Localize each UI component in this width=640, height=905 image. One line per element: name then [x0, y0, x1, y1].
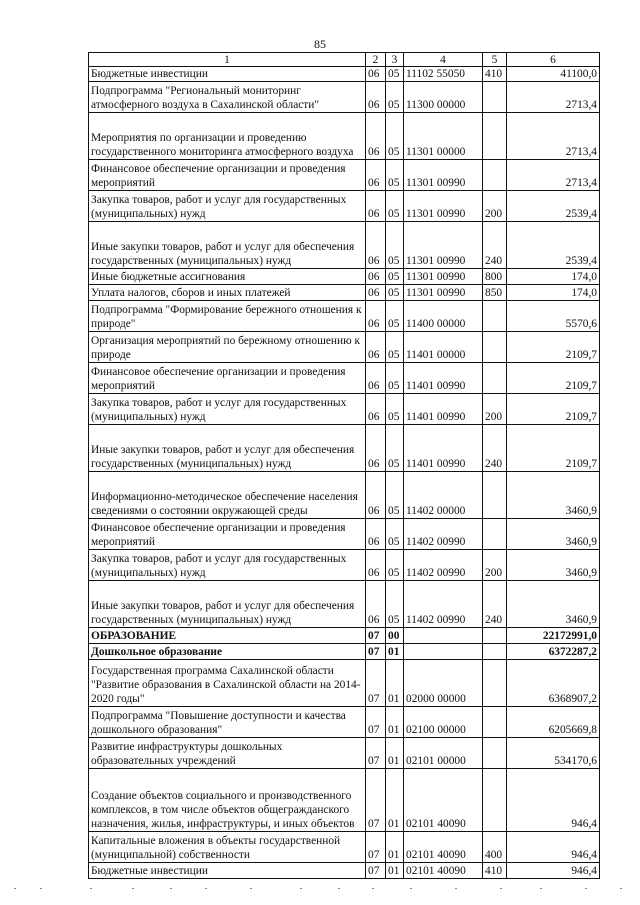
- row-target-code-cell: 11301 00990: [404, 222, 483, 269]
- row-section-cell: 07: [366, 832, 386, 863]
- row-amount-cell: 2713,4: [507, 160, 600, 191]
- row-target-code-cell: 11401 00990: [404, 394, 483, 425]
- row-name-cell: Мероприятия по организации и проведению государственного мониторинга атмосферного воздуха: [89, 113, 366, 160]
- row-name-cell: Развитие инфраструктуры дошкольных образовательных учреждений: [89, 738, 366, 769]
- row-expense-type-cell: [483, 472, 507, 519]
- row-amount-cell: 6372287,2: [507, 644, 600, 660]
- row-target-code-cell: 11401 00990: [404, 363, 483, 394]
- row-amount-cell: 3460,9: [507, 472, 600, 519]
- row-name-cell: Подпрограмма "Региональный мониторинг атмосферного воздуха в Сахалинской области": [89, 82, 366, 113]
- row-section-cell: 06: [366, 269, 386, 285]
- row-expense-type-cell: [483, 628, 507, 644]
- table-row: [89, 628, 600, 644]
- scan-dot: [90, 888, 92, 889]
- row-section-cell: 06: [366, 191, 386, 222]
- scan-dot: [300, 888, 302, 889]
- row-section-cell: 06: [366, 82, 386, 113]
- row-expense-type-cell: 240: [483, 222, 507, 269]
- row-amount-cell: 946,4: [507, 863, 600, 879]
- row-target-code-cell: 11402 00000: [404, 472, 483, 519]
- row-subsection-cell: 05: [386, 550, 404, 581]
- row-section-cell: 07: [366, 769, 386, 832]
- row-section-cell: 06: [366, 425, 386, 472]
- row-name-cell: Уплата налогов, сборов и иных платежей: [89, 285, 366, 301]
- row-name-cell: Бюджетные инвестиции: [89, 67, 366, 82]
- row-target-code-cell: 11301 00990: [404, 160, 483, 191]
- table-row: [89, 269, 600, 285]
- row-amount-cell: 174,0: [507, 285, 600, 301]
- row-expense-type-cell: [483, 82, 507, 113]
- row-target-code-cell: 11301 00000: [404, 113, 483, 160]
- scan-dot: [170, 888, 172, 889]
- table-row: [89, 285, 600, 301]
- table-row: [89, 738, 600, 769]
- row-target-code-cell: 11102 55050: [404, 67, 483, 82]
- row-target-code-cell: 02101 00000: [404, 738, 483, 769]
- table-row: [89, 769, 600, 832]
- row-section-cell: 07: [366, 628, 386, 644]
- row-name-cell: Подпрограмма "Формирование бережного отношения к природе": [89, 301, 366, 332]
- row-target-code-cell: 11402 00990: [404, 581, 483, 628]
- row-section-cell: 06: [366, 519, 386, 550]
- table-row: [89, 301, 600, 332]
- row-section-cell: 06: [366, 472, 386, 519]
- row-name-cell: Бюджетные инвестиции: [89, 863, 366, 879]
- table-row: [89, 113, 600, 160]
- header-cell: 5: [483, 53, 507, 67]
- row-expense-type-cell: 200: [483, 550, 507, 581]
- row-subsection-cell: 01: [386, 832, 404, 863]
- row-target-code-cell: 02100 00000: [404, 707, 483, 738]
- row-subsection-cell: 01: [386, 769, 404, 832]
- scan-dot: [455, 888, 457, 889]
- row-expense-type-cell: [483, 738, 507, 769]
- row-subsection-cell: 01: [386, 644, 404, 660]
- row-section-cell: 06: [366, 222, 386, 269]
- row-subsection-cell: 05: [386, 191, 404, 222]
- row-subsection-cell: 05: [386, 519, 404, 550]
- scan-artifact-dots: [0, 888, 640, 894]
- table-row: [89, 581, 600, 628]
- row-amount-cell: 946,4: [507, 832, 600, 863]
- row-expense-type-cell: [483, 301, 507, 332]
- row-amount-cell: 2539,4: [507, 191, 600, 222]
- row-expense-type-cell: 410: [483, 863, 507, 879]
- row-expense-type-cell: [483, 519, 507, 550]
- row-subsection-cell: 01: [386, 707, 404, 738]
- scan-dot: [40, 888, 42, 889]
- row-amount-cell: 2713,4: [507, 82, 600, 113]
- row-name-cell: Иные бюджетные ассигнования: [89, 269, 366, 285]
- row-expense-type-cell: [483, 769, 507, 832]
- scan-dot: [338, 888, 340, 889]
- row-expense-type-cell: 200: [483, 191, 507, 222]
- row-expense-type-cell: 410: [483, 67, 507, 82]
- scan-dot: [132, 888, 134, 889]
- scan-dot: [500, 888, 502, 889]
- scan-dot: [14, 888, 16, 889]
- scan-dot: [620, 888, 622, 889]
- row-subsection-cell: 00: [386, 628, 404, 644]
- row-name-cell: Иные закупки товаров, работ и услуг для обеспечения государственных (муниципальных) нужд: [89, 222, 366, 269]
- table-row: [89, 644, 600, 660]
- row-name-cell: Финансовое обеспечение организации и проведения мероприятий: [89, 363, 366, 394]
- row-subsection-cell: 01: [386, 738, 404, 769]
- row-subsection-cell: 05: [386, 222, 404, 269]
- table-row: [89, 425, 600, 472]
- row-section-cell: 06: [366, 394, 386, 425]
- row-name-cell: Капитальные вложения в объекты государственной (муниципальной) собственности: [89, 832, 366, 863]
- row-amount-cell: 6368907,2: [507, 660, 600, 707]
- row-target-code-cell: 11301 00990: [404, 285, 483, 301]
- table-row: [89, 363, 600, 394]
- row-name-cell: Дошкольное образование: [89, 644, 366, 660]
- page-number: 85: [314, 37, 326, 51]
- row-section-cell: 07: [366, 707, 386, 738]
- row-target-code-cell: 02101 40090: [404, 769, 483, 832]
- table-row: [89, 222, 600, 269]
- table-row: [89, 519, 600, 550]
- table-row: [89, 394, 600, 425]
- row-amount-cell: 3460,9: [507, 519, 600, 550]
- row-amount-cell: 22172991,0: [507, 628, 600, 644]
- row-subsection-cell: 05: [386, 269, 404, 285]
- row-name-cell: Подпрограмма "Повышение доступности и качества дошкольного образования": [89, 707, 366, 738]
- row-subsection-cell: 05: [386, 285, 404, 301]
- row-name-cell: Иные закупки товаров, работ и услуг для обеспечения государственных (муниципальных) нужд: [89, 425, 366, 472]
- row-amount-cell: 2109,7: [507, 363, 600, 394]
- row-name-cell: Иные закупки товаров, работ и услуг для обеспечения государственных (муниципальных) нужд: [89, 581, 366, 628]
- row-section-cell: 06: [366, 301, 386, 332]
- row-subsection-cell: 05: [386, 67, 404, 82]
- row-amount-cell: 5570,6: [507, 301, 600, 332]
- row-target-code-cell: 11402 00990: [404, 550, 483, 581]
- row-expense-type-cell: 200: [483, 394, 507, 425]
- row-amount-cell: 2539,4: [507, 222, 600, 269]
- row-section-cell: 06: [366, 67, 386, 82]
- row-name-cell: Создание объектов социального и производственного комплексов, в том числе объектов общегражданского назначения, жилья, инфраструктуры, и иных объектов: [89, 769, 366, 832]
- row-section-cell: 06: [366, 550, 386, 581]
- row-target-code-cell: 11401 00990: [404, 425, 483, 472]
- row-expense-type-cell: [483, 160, 507, 191]
- table-row: [89, 191, 600, 222]
- row-section-cell: 07: [366, 863, 386, 879]
- table-row: [89, 67, 600, 82]
- row-name-cell: Государственная программа Сахалинской области "Развитие образования в Сахалинской области на 2014-2020 годы": [89, 660, 366, 707]
- row-expense-type-cell: [483, 660, 507, 707]
- table-row: [89, 660, 600, 707]
- table-row: [89, 332, 600, 363]
- row-amount-cell: 2713,4: [507, 113, 600, 160]
- row-target-code-cell: 02101 40090: [404, 863, 483, 879]
- row-name-cell: Закупка товаров, работ и услуг для государственных (муниципальных) нужд: [89, 394, 366, 425]
- budget-table-body: [89, 53, 600, 879]
- row-target-code-cell: 11301 00990: [404, 191, 483, 222]
- row-expense-type-cell: [483, 644, 507, 660]
- row-name-cell: Организация мероприятий по бережному отношению к природе: [89, 332, 366, 363]
- row-expense-type-cell: 240: [483, 425, 507, 472]
- row-target-code-cell: 02101 40090: [404, 832, 483, 863]
- row-target-code-cell: [404, 628, 483, 644]
- row-name-cell: ОБРАЗОВАНИЕ: [89, 628, 366, 644]
- row-subsection-cell: 05: [386, 82, 404, 113]
- row-expense-type-cell: 240: [483, 581, 507, 628]
- row-section-cell: 06: [366, 363, 386, 394]
- row-subsection-cell: 05: [386, 472, 404, 519]
- table-row: [89, 160, 600, 191]
- scan-dot: [540, 888, 542, 889]
- scan-dot: [585, 888, 587, 889]
- row-amount-cell: 2109,7: [507, 332, 600, 363]
- row-name-cell: Финансовое обеспечение организации и проведения мероприятий: [89, 160, 366, 191]
- row-target-code-cell: 11402 00990: [404, 519, 483, 550]
- scan-dot: [250, 888, 252, 889]
- row-subsection-cell: 05: [386, 301, 404, 332]
- row-section-cell: 07: [366, 644, 386, 660]
- row-amount-cell: 534170,6: [507, 738, 600, 769]
- row-section-cell: 06: [366, 160, 386, 191]
- table-row: [89, 707, 600, 738]
- table-header-row: [89, 53, 600, 67]
- row-subsection-cell: 05: [386, 581, 404, 628]
- row-amount-cell: 3460,9: [507, 550, 600, 581]
- row-subsection-cell: 05: [386, 160, 404, 191]
- row-expense-type-cell: [483, 363, 507, 394]
- table-row: [89, 82, 600, 113]
- row-section-cell: 07: [366, 738, 386, 769]
- header-cell: 3: [386, 53, 404, 67]
- row-target-code-cell: 11401 00000: [404, 332, 483, 363]
- table-row: [89, 472, 600, 519]
- row-subsection-cell: 05: [386, 425, 404, 472]
- row-section-cell: 07: [366, 660, 386, 707]
- row-section-cell: 06: [366, 332, 386, 363]
- row-target-code-cell: [404, 644, 483, 660]
- row-section-cell: 06: [366, 113, 386, 160]
- scan-dot: [410, 888, 412, 889]
- header-cell: 4: [404, 53, 483, 67]
- row-subsection-cell: 01: [386, 660, 404, 707]
- row-name-cell: Финансовое обеспечение организации и проведения мероприятий: [89, 519, 366, 550]
- row-expense-type-cell: 850: [483, 285, 507, 301]
- row-name-cell: Закупка товаров, работ и услуг для государственных (муниципальных) нужд: [89, 550, 366, 581]
- row-expense-type-cell: 800: [483, 269, 507, 285]
- row-subsection-cell: 05: [386, 363, 404, 394]
- row-expense-type-cell: 400: [483, 832, 507, 863]
- row-subsection-cell: 05: [386, 332, 404, 363]
- row-section-cell: 06: [366, 581, 386, 628]
- row-expense-type-cell: [483, 113, 507, 160]
- row-amount-cell: 3460,9: [507, 581, 600, 628]
- header-cell: 2: [366, 53, 386, 67]
- table-row: [89, 832, 600, 863]
- budget-table: [88, 52, 600, 879]
- row-expense-type-cell: [483, 332, 507, 363]
- scan-dot: [372, 888, 374, 889]
- row-target-code-cell: 02000 00000: [404, 660, 483, 707]
- row-target-code-cell: 11400 00000: [404, 301, 483, 332]
- table-row: [89, 550, 600, 581]
- row-amount-cell: 41100,0: [507, 67, 600, 82]
- row-expense-type-cell: [483, 707, 507, 738]
- row-subsection-cell: 01: [386, 863, 404, 879]
- row-section-cell: 06: [366, 285, 386, 301]
- header-cell: 1: [89, 53, 366, 67]
- row-target-code-cell: 11301 00990: [404, 269, 483, 285]
- scan-dot: [205, 888, 207, 889]
- row-name-cell: Информационно-методическое обеспечение населения сведениями о состоянии окружающей среды: [89, 472, 366, 519]
- row-target-code-cell: 11300 00000: [404, 82, 483, 113]
- row-amount-cell: 946,4: [507, 769, 600, 832]
- header-cell: 6: [507, 53, 600, 67]
- row-amount-cell: 6205669,8: [507, 707, 600, 738]
- row-amount-cell: 174,0: [507, 269, 600, 285]
- row-subsection-cell: 05: [386, 394, 404, 425]
- row-amount-cell: 2109,7: [507, 425, 600, 472]
- row-amount-cell: 2109,7: [507, 394, 600, 425]
- row-name-cell: Закупка товаров, работ и услуг для государственных (муниципальных) нужд: [89, 191, 366, 222]
- table-row: [89, 863, 600, 879]
- row-subsection-cell: 05: [386, 113, 404, 160]
